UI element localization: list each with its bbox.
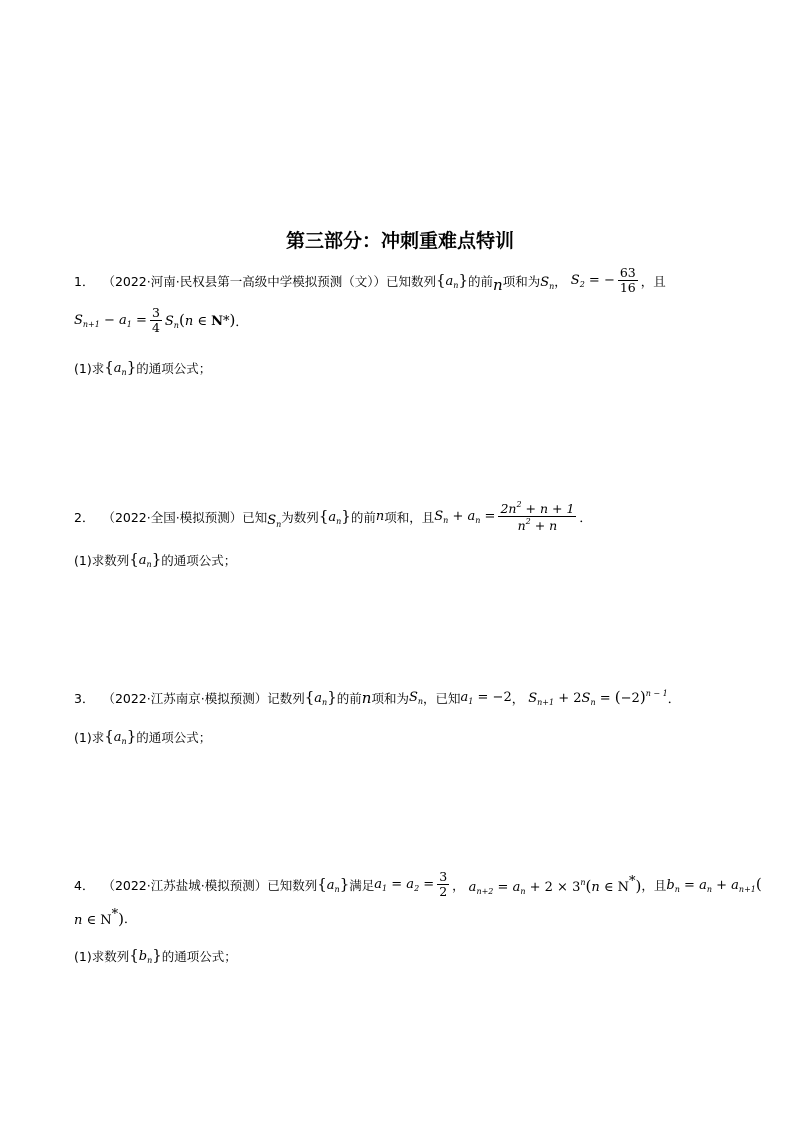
problem-text: 的前 <box>350 509 376 525</box>
formula: $S_{n+1} - a_1$ = <box>74 312 147 329</box>
page-title: 第三部分：冲刺重难点特训 <box>285 230 514 252</box>
formula: n <box>375 509 385 525</box>
formula: $S_n + a_n$ = <box>434 508 496 525</box>
formula: $\{a_n\}$ <box>318 507 351 527</box>
fraction: $\frac{63}{16}$ <box>619 265 636 296</box>
formula: n <box>493 275 503 294</box>
problem-source: （2022·全国·模拟预测） <box>102 509 243 525</box>
formula: n <box>361 688 372 707</box>
part-label: (1)求数列 <box>74 948 130 964</box>
formula: $S_2$ = − <box>570 272 615 289</box>
formula: $S_n$ <box>408 689 424 706</box>
formula: $\{a_n\}$ <box>435 271 468 291</box>
formula: $a_{n+2} = a_n + 2 \times 3^n(n$ ∈ N*) <box>468 873 642 896</box>
problem-text: 项和为 <box>371 690 409 706</box>
part-text: 的通项公式； <box>136 729 212 745</box>
formula: $S_n$ <box>540 274 555 291</box>
problem-4-part-1 <box>74 946 237 965</box>
formula: $S_n(n$ ∈ N*) <box>164 311 236 331</box>
formula: $\{a_n\}$ <box>304 688 337 707</box>
problem-1-statement: 1． （2022·河南·民权县第一高级中学模拟预测（文）） 已知数列 $\{a_n\}$ 的前 n 项和为 $S_n$ ， $S_2$ = − $\frac{63}{16}$ ，且 <box>74 265 666 296</box>
formula: $b_n = a_n + a_{n+1}$( <box>666 875 762 895</box>
problem-3-statement: 3． （2022·江苏南京·模拟预测） 记数列 $\{a_n\}$ 的前 n 项和为 $S_n$ ，已知 $a_1 = -2$ ， $S_{n+1} + 2S_n = (-2)^{n - 1}$ ． <box>74 688 681 707</box>
problem-text: 项和，且 <box>384 509 435 525</box>
problem-text: 已知数列 <box>385 273 436 289</box>
problem-text: 记数列 <box>267 690 305 706</box>
problem-text: 已知 <box>242 509 268 525</box>
part-text: 的通项公式； <box>161 552 237 568</box>
problem-2-part-1 <box>74 550 236 569</box>
problem-2-statement: 2． （2022·全国·模拟预测） 已知 $S_n$ 为数列 $\{a_n\}$ 的前 n 项和，且 $S_n + a_n$ = $\frac{2n^2 + n + 1}{n^2 + n}$ ． <box>74 500 592 534</box>
problem-number: 2． <box>74 509 95 525</box>
fraction: $\frac{2n^2 + n + 1}{n^2 + n}$ <box>500 500 575 534</box>
part-text: 的通项公式； <box>161 948 237 964</box>
problem-text: 已知数列 <box>267 877 318 893</box>
fraction: $\frac{3}{2}$ <box>439 869 448 900</box>
problem-text: ，且 <box>640 273 666 289</box>
part-text: 的通项公式； <box>136 360 212 376</box>
formula: $\{a_n\}$ <box>129 550 162 569</box>
formula: $\{b_n\}$ <box>129 946 162 965</box>
part-label: (1)求数列 <box>74 552 130 568</box>
formula: n ∈ N*) <box>74 907 125 928</box>
problem-4-formula: n ∈ N*) ． <box>74 907 137 928</box>
problem-text: 项和为 <box>502 273 541 289</box>
problem-3-part-1 <box>74 727 211 746</box>
problem-text: 的前 <box>336 690 362 706</box>
problem-1-part-1 <box>74 358 211 377</box>
formula: $a_1 = a_2$ = <box>374 876 435 893</box>
problem-source: （2022·河南·民权县第一高级中学模拟预测（文）） <box>102 273 386 289</box>
problem-4-statement: 4． （2022·江苏盐城·模拟预测） 已知数列 $\{a_n\}$ 满足 $a_1 = a_2$ = $\frac{3}{2}$ ， $a_{n+2} = a_n + 2 \times 3^n(n$ ∈ N*) ，且 $b_n = a_n + a_{n+1}$( <box>74 869 762 900</box>
problem-number: 1． <box>74 273 95 289</box>
problem-1-formula: $S_{n+1} - a_1$ = $\frac{3}{4}$ $S_n(n$ ∈ N*) ． <box>74 305 248 336</box>
problem-source: （2022·江苏南京·模拟预测） <box>102 690 268 706</box>
problem-source: （2022·江苏盐城·模拟预测） <box>102 877 268 893</box>
problem-text: 满足 <box>349 877 375 893</box>
formula: $S_{n+1} + 2S_n = (-2)^{n - 1}$ <box>528 688 668 707</box>
problem-number: 3． <box>74 690 95 706</box>
part-label: (1)求 <box>74 360 105 376</box>
problem-text: 的前 <box>468 273 494 289</box>
formula: $\{a_n\}$ <box>317 875 350 895</box>
problem-text: 为数列 <box>281 509 319 525</box>
formula: $\{a_n\}$ <box>104 727 137 746</box>
formula: $S_n$ <box>267 512 282 529</box>
fraction: $\frac{3}{4}$ <box>151 305 160 336</box>
problem-text: ，已知 <box>423 690 461 706</box>
problem-number: 4． <box>74 877 95 893</box>
problem-text: ，且 <box>641 877 667 893</box>
formula: $\{a_n\}$ <box>104 358 137 377</box>
part-label: (1)求 <box>74 729 105 745</box>
formula: $a_1 = -2$ <box>460 689 512 706</box>
